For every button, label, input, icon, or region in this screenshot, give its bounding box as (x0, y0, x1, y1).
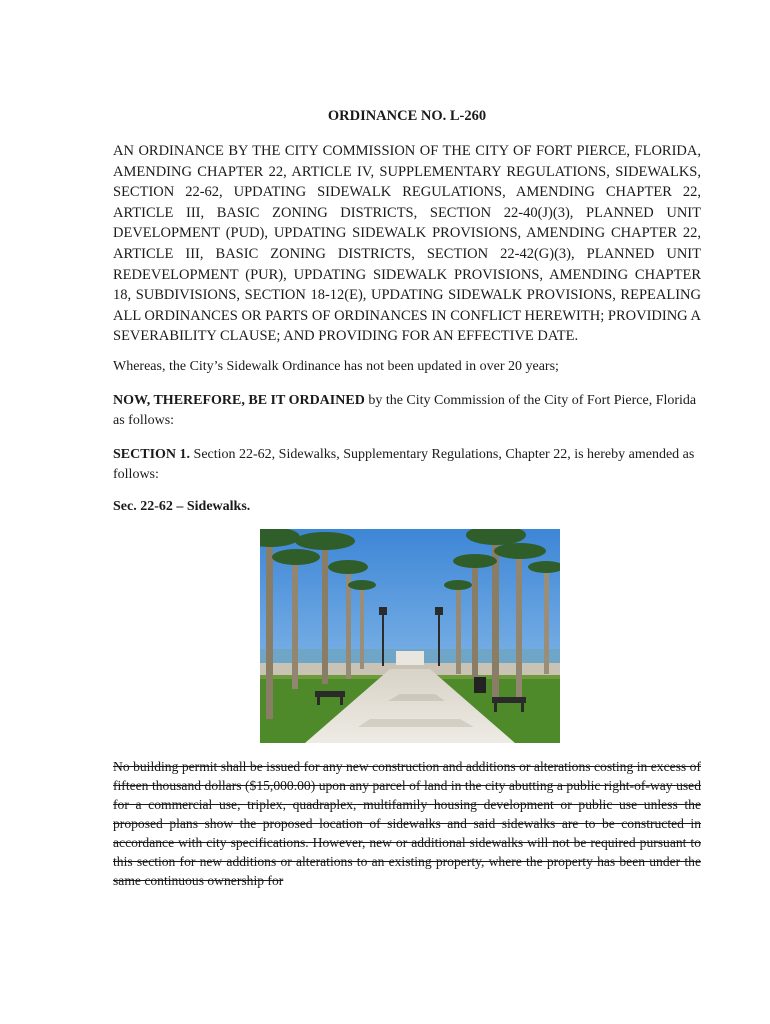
sidewalk-photo (260, 529, 560, 743)
document-page (113, 108, 701, 890)
ordinance-title: ORDINANCE NO. L-260 (327, 108, 487, 124)
section-1-lead: SECTION 1. (113, 446, 191, 462)
struck-provision: No building permit shall be issued for any new construction and additions or alterations costing in excess of fifteen thousand dollars ($15,000.00) upon any parcel of land in the city abutting a public right-of-way used for a commercial use, triplex, quadraplex, multifamily housing development or public use unless the proposed plans show the proposed location of sidewalks and said sidewalks are to be constructed in accordance with city specifications. However, new or additional sidewalks will not be required pursuant to this section for new additions or alterations to an existing property, where the property has been under the same continuous ownership for (113, 758, 701, 888)
whereas-clause: Whereas, the City’s Sidewalk Ordinance has not been updated in over 20 years; (113, 358, 559, 374)
ordained-clause (113, 391, 701, 431)
ordained-lead: NOW, THEREFORE, BE IT ORDAINED (113, 392, 365, 408)
ordinance-caption: AN ORDINANCE BY THE CITY COMMISSION OF THE CITY OF FORT PIERCE, FLORIDA, AMENDING CHAPTER 22, ARTICLE IV, SUPPLEMENTARY REGULATIONS, SIDEWALKS, SECTION 22-62, UPDATING SIDEWALK REGULATIONS, AMENDING CHAPTER 22, ARTICLE III, BASIC ZONING DISTRICTS, SECTION 22-40(J)(3), PLANNED UNIT DEVELOPMENT (PUD), UPDATING SIDEWALK PROVISIONS, AMENDING CHAPTER 22, ARTICLE III, BASIC ZONING DISTRICTS, SECTION 22-42(G)(3), PLANNED UNIT REDEVELOPMENT (PUR), UPDATING SIDEWALK PROVISIONS, AMENDING CHAPTER 18, SUBDIVISIONS, SECTION 18-12(E), UPDATING SIDEWALK PROVISIONS, REPEALING ALL ORDINANCES OR PARTS OF ORDINANCES IN CONFLICT HEREWITH; PROVIDING A SEVERABILITY CLAUSE; AND PROVIDING FOR AN EFFECTIVE DATE. (113, 143, 701, 345)
section-heading: Sec. 22-62 – Sidewalks. (113, 498, 251, 514)
section-1 (113, 445, 701, 485)
section-1-rest: Section 22-62, Sidewalks, Supplementary Regulations, Chapter 22, is hereby amended as follows: (113, 446, 695, 482)
ordained-rest: by the City Commission of the City of Fort Pierce, Florida as follows: (113, 392, 697, 428)
